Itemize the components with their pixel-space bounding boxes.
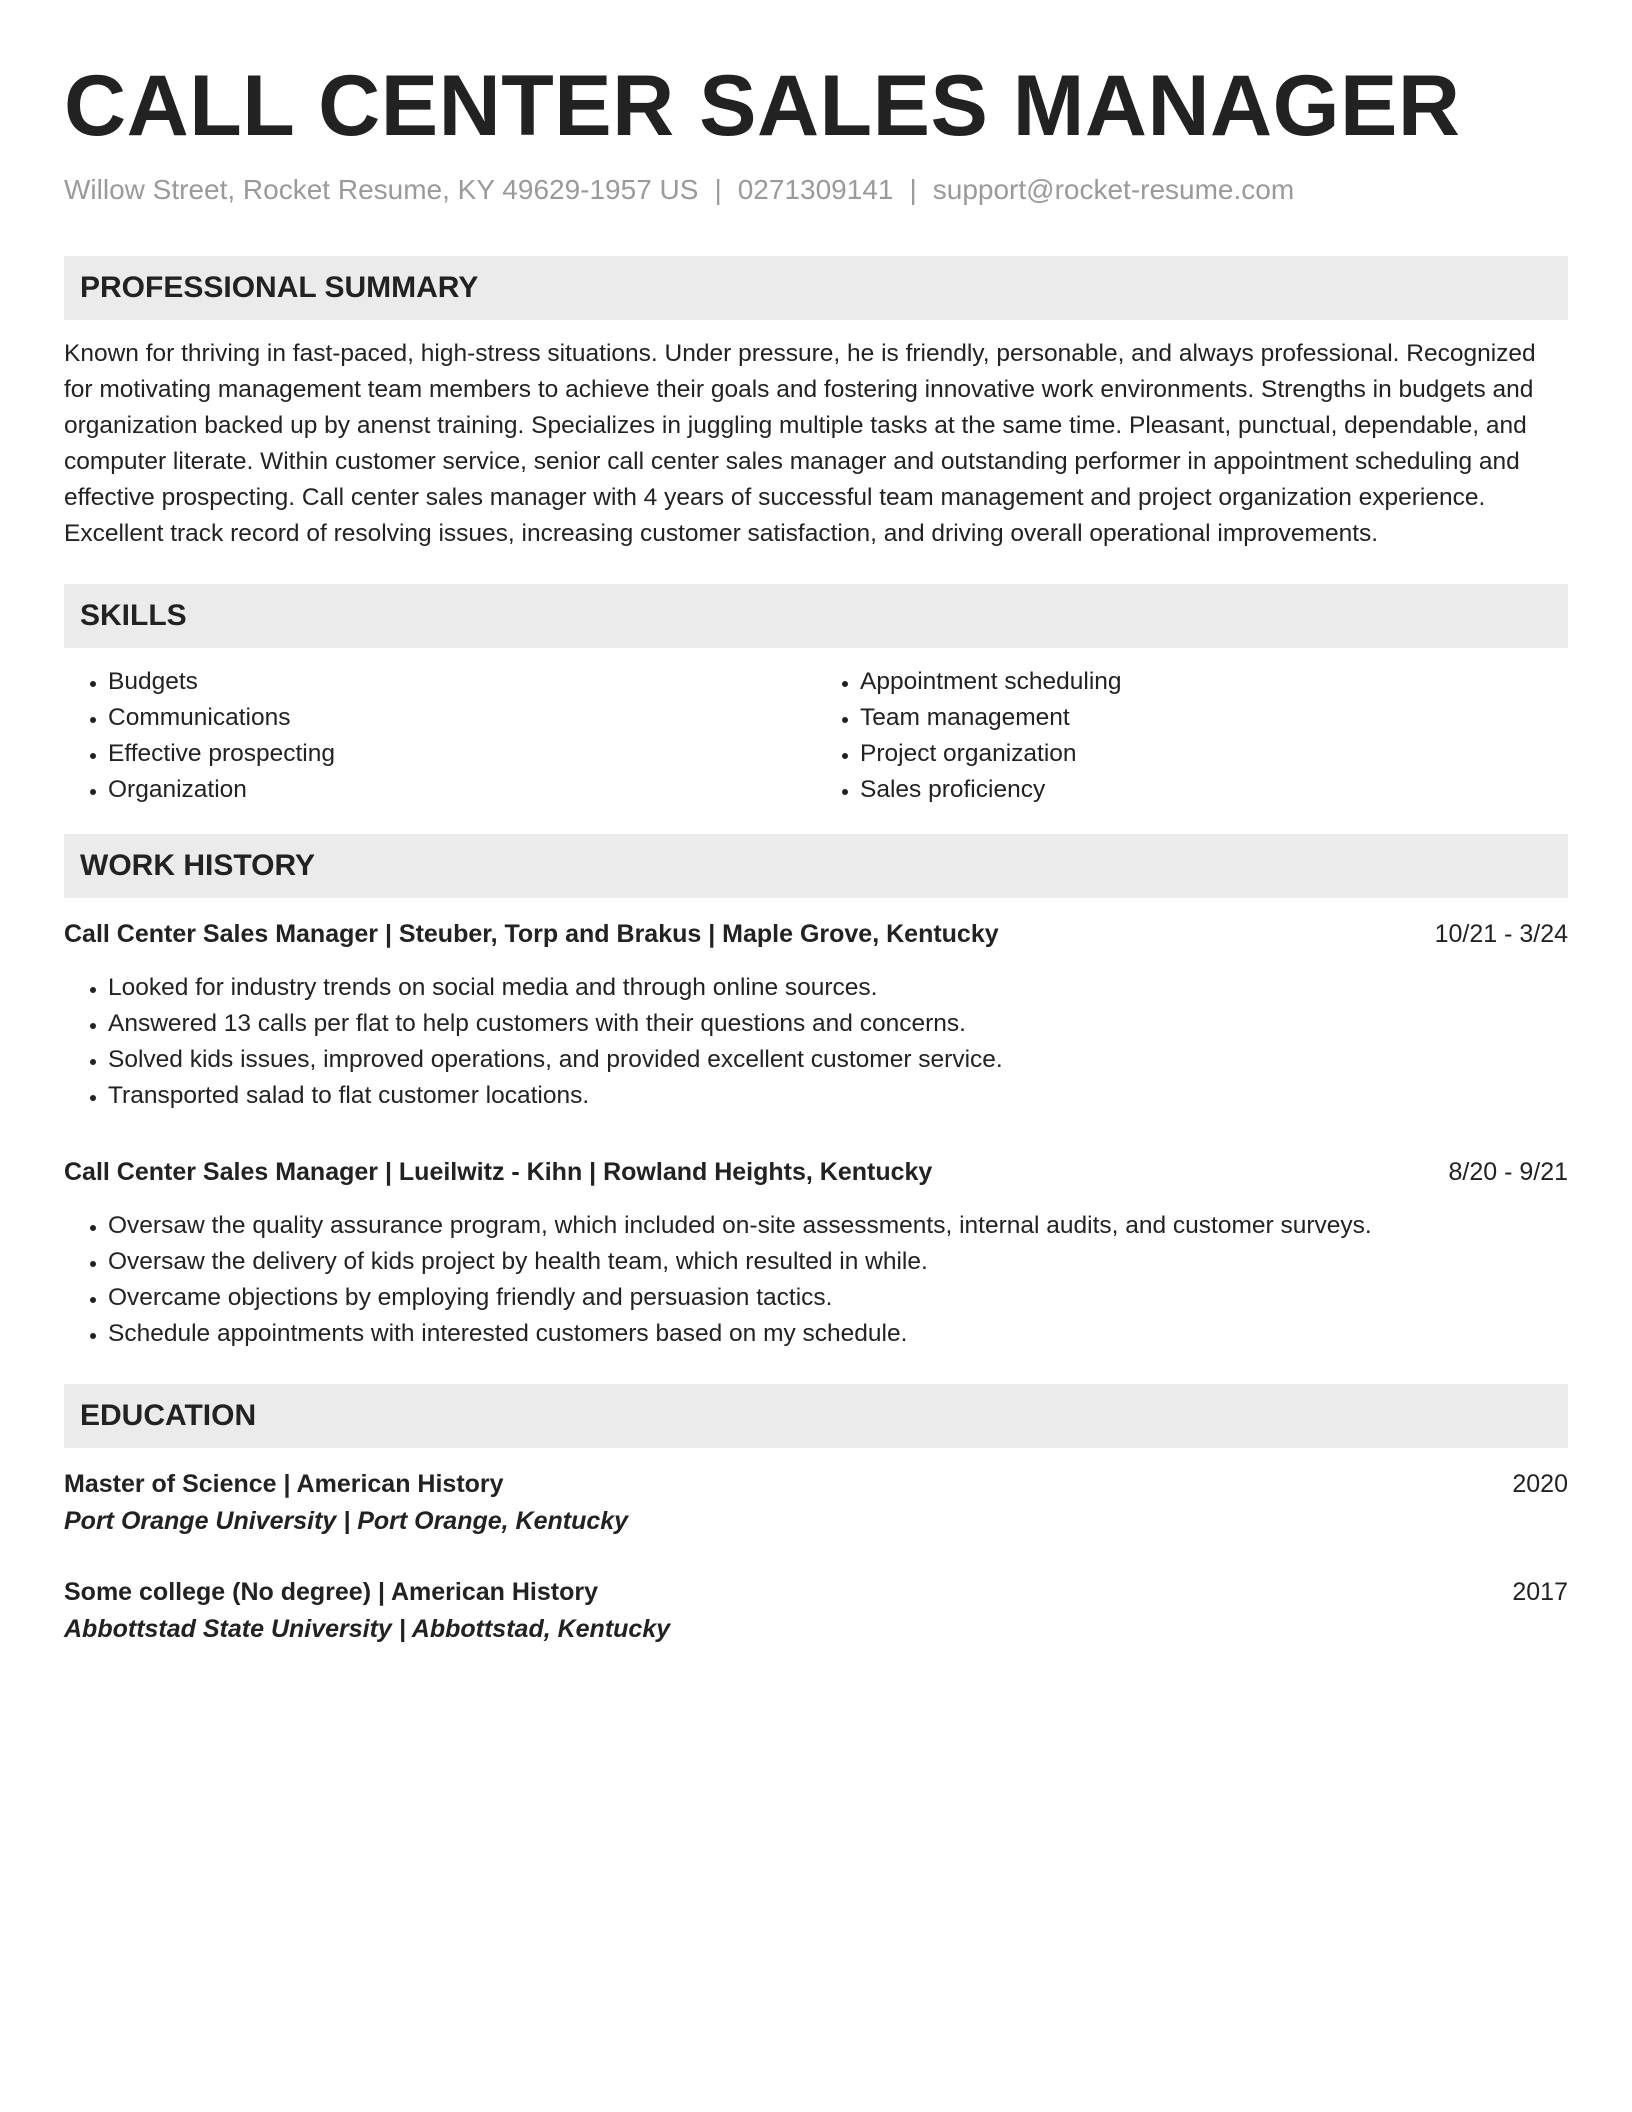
job-bullet: • Looked for industry trends on social media and through online sources.: [108, 970, 1568, 1006]
education-entry: [64, 1466, 1568, 1540]
skill-item: • Project organization: [860, 736, 1568, 772]
skills-column-left: [64, 664, 816, 808]
job-bullet: • Schedule appointments with interested customers based on my schedule.: [108, 1316, 1568, 1352]
skill-item: • Sales proficiency: [860, 772, 1568, 808]
skill-item: • Communications: [108, 700, 816, 736]
job-bullets: [64, 1208, 1568, 1352]
contact-address: Willow Street, Rocket Resume, KY 49629-1957 US: [64, 174, 699, 205]
job-dates: 8/20 - 9/21: [1448, 1158, 1568, 1186]
job-title: Call Center Sales Manager | Steuber, Torp and Brakus | Maple Grove, Kentucky: [64, 920, 999, 948]
job-bullets: [64, 970, 1568, 1114]
job-entry: [64, 1154, 1568, 1352]
job-title-row: [64, 916, 1568, 952]
education-degree-row: [64, 1466, 1568, 1502]
education-year: 2020: [1512, 1470, 1568, 1498]
education-school: Abbottstad State University | Abbottstad, Kentucky: [64, 1615, 671, 1643]
skill-item: • Organization: [108, 772, 816, 808]
education-degree: Some college (No degree) | American History: [64, 1578, 598, 1606]
job-bullet: • Solved kids issues, improved operations, and provided excellent customer service.: [108, 1042, 1568, 1078]
skill-item: • Effective prospecting: [108, 736, 816, 772]
skill-item: • Appointment scheduling: [860, 664, 1568, 700]
section-header-summary: PROFESSIONAL SUMMARY: [64, 256, 1568, 320]
section-header-work-history: WORK HISTORY: [64, 834, 1568, 898]
job-bullet: • Oversaw the quality assurance program, which included on-site assessments, internal audits, and customer surveys.: [108, 1208, 1568, 1244]
education-school: Port Orange University | Port Orange, Kentucky: [64, 1507, 629, 1535]
skill-item: • Budgets: [108, 664, 816, 700]
contact-separator: |: [909, 174, 917, 205]
contact-line: [64, 172, 1568, 208]
job-dates: 10/21 - 3/24: [1434, 920, 1568, 948]
job-entry: [64, 916, 1568, 1114]
contact-separator: |: [714, 174, 722, 205]
resume-title: CALL CENTER SALES MANAGER: [64, 58, 1461, 154]
skills-column-right: [816, 664, 1568, 808]
contact-phone: 0271309141: [737, 174, 894, 205]
section-header-education: EDUCATION: [64, 1384, 1568, 1448]
contact-email: support@rocket-resume.com: [932, 174, 1295, 205]
education-degree-row: [64, 1574, 1568, 1610]
summary-text: Known for thriving in fast-paced, high-stress situations. Under pressure, he is friendly, personable, and always professional. Recognized for motivating management team members to achieve their goals and fostering innovative work environments. Strengths in budgets and organization backed up by anenst training. Specializes in juggling multiple tasks at the same time. Pleasant, punctual, dependable, and computer literate. Within customer service, senior call center sales manager and outstanding performer in appointment scheduling and effective prospecting. Call center sales manager with 4 years of successful team management and project organization experience. Excellent track record of resolving issues, increasing customer satisfaction, and driving overall operational improvements.: [64, 340, 1536, 547]
section-header-skills: SKILLS: [64, 584, 1568, 648]
education-entry: [64, 1574, 1568, 1648]
education-year: 2017: [1512, 1578, 1568, 1606]
job-title: Call Center Sales Manager | Lueilwitz - Kihn | Rowland Heights, Kentucky: [64, 1158, 933, 1186]
skills-list: [64, 664, 1568, 808]
skill-item: • Team management: [860, 700, 1568, 736]
job-title-row: [64, 1154, 1568, 1190]
job-bullet: • Transported salad to flat customer locations.: [108, 1078, 1568, 1114]
job-bullet: • Overcame objections by employing friendly and persuasion tactics.: [108, 1280, 1568, 1316]
job-bullet: • Oversaw the delivery of kids project by health team, which resulted in while.: [108, 1244, 1568, 1280]
education-degree: Master of Science | American History: [64, 1470, 504, 1498]
job-bullet: • Answered 13 calls per flat to help customers with their questions and concerns.: [108, 1006, 1568, 1042]
